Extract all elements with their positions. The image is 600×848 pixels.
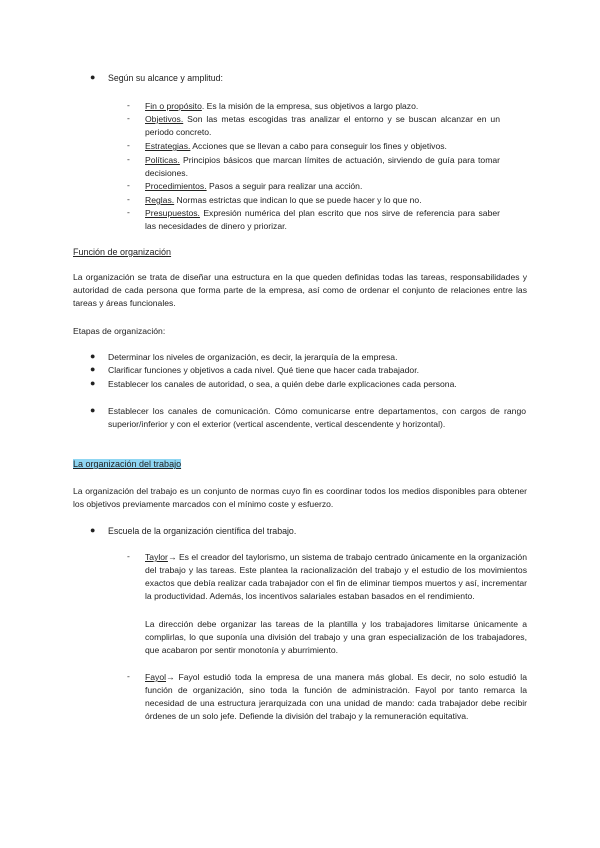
dash-marker: - (127, 100, 130, 110)
trabajo-heading-text: La organización del trabajo (73, 459, 182, 469)
alcance-intro: Según su alcance y amplitud: (108, 73, 223, 83)
item-term: Presupuestos. (145, 208, 200, 218)
trabajo-paragraph: La organización del trabajo es un conjunto de normas cuyo fin es coordinar todos los medios disponibles para obtener los objetivos previamente marcados con el mínimo coste y esfuerzo. (73, 486, 527, 509)
escuela-item: Escuela de la organización científica del trabajo. (108, 526, 297, 536)
dash-marker: - (127, 113, 130, 123)
arrow: → (167, 552, 177, 562)
item-term: Políticas. (145, 155, 180, 165)
dash-marker: - (127, 140, 130, 150)
fayol-item (145, 671, 527, 723)
item-text: Principios básicos que marcan límites de actuación, sirviendo de guía para tomar decisiones. (145, 155, 500, 178)
bullet-dot: ● (90, 378, 96, 388)
item-term: Objetivos. (145, 114, 184, 124)
etapas-intro: Etapas de organización: (73, 326, 166, 336)
funcion-heading (73, 246, 171, 259)
bullet-dot: ● (90, 351, 96, 361)
dash-marker: - (127, 194, 130, 204)
funcion-paragraph: La organización se trata de diseñar una estructura en la que queden definidas todas las tareas, responsabilidades y autoridad de cada persona que forma parte de la empresa, así como de ordenar el conjunto de relaciones entre las tareas y áreas funcionales. (73, 272, 527, 308)
funcion-heading-text: Función de organización (73, 247, 172, 257)
alcance-item (145, 154, 500, 180)
dash-marker: - (127, 207, 130, 217)
alcance-item (145, 180, 500, 193)
trabajo-heading (73, 458, 181, 471)
item-term: Estrategias. (145, 141, 191, 151)
alcance-item (145, 113, 500, 139)
item-term: Fin o propósito (145, 101, 202, 111)
alcance-item (145, 194, 500, 207)
dash-marker: - (127, 180, 130, 190)
item-text: Es la misión de la empresa, sus objetivos a largo plazo. (204, 101, 419, 111)
item-text: Pasos a seguir para realizar una acción. (206, 181, 363, 191)
dash-marker: - (127, 551, 130, 561)
bullet-dot: ● (90, 72, 96, 82)
etapa-item: Clarificar funciones y objetivos a cada nivel. Qué tiene que hacer cada trabajador. (108, 365, 419, 375)
item-text: Expresión numérica del plan escrito que nos sirve de referencia para saber las necesidades de dinero y priorizar. (145, 208, 500, 231)
dash-marker: - (127, 154, 130, 164)
alcance-item (145, 140, 500, 153)
alcance-item (145, 100, 500, 113)
fayol-term: Fayol (145, 672, 167, 682)
taylor-paragraph-2: La dirección debe organizar las tareas de la plantilla y los trabajadores limitarse únicamente a complirlas, lo que suponía una división del trabajo y una gran especialización de los trabajadores, que acabaron por sentir monotonía y aburrimiento. (145, 619, 527, 655)
taylor-text: Es el creador del taylorismo, un sistema de trabajo centrado únicamente en la organización del trabajo y las tareas. Este plantea la racionalización del trabajo y el estudio de los movimientos exactos que debía realizar cada trabajador con el fin de eliminar tiempos muertos y así, incrementar la productividad. Además, los incentivos salariales estaban basados en el rendimiento. (145, 552, 527, 601)
bullet-dot: ● (90, 525, 96, 535)
arrow: → (166, 672, 175, 682)
dash-marker: - (127, 671, 130, 681)
item-text: Normas estrictas que indican lo que se puede hacer y lo que no. (174, 195, 422, 205)
item-sep: . (201, 101, 205, 111)
alcance-item (145, 207, 500, 233)
etapa-item: Determinar los niveles de organización, es decir, la jerarquía de la empresa. (108, 352, 398, 362)
item-term: Reglas. (145, 195, 175, 205)
taylor-term: Taylor (145, 552, 168, 562)
fayol-text: Fayol estudió toda la empresa de una manera más global. Es decir, no solo estudió la función de organización, sino toda la función de administración. Fayol por tanto remarca la necesidad de una estructura jerarquizada con una unidad de mando: cada trabajador debe recibir órdenes de un solo jefe. Defiende la división del trabajo y la remuneración equitativa. (145, 672, 527, 721)
taylor-item (145, 551, 527, 603)
etapa-item: Establecer los canales de autoridad, o sea, a quién debe darle explicaciones cada persona. (108, 379, 457, 389)
etapa-item: Establecer los canales de comunicación. Cómo comunicarse entre departamentos, con cargos de rango superior/inferior y con el exterior (vertical ascendente, vertical descendente y horizontal). (108, 406, 526, 429)
item-text: Acciones que se llevan a cabo para conseguir los fines y objetivos. (190, 141, 447, 151)
item-text: Son las metas escogidas tras analizar el entorno y se buscan alcanzar en un periodo concreto. (145, 114, 500, 137)
item-term: Procedimientos. (145, 181, 207, 191)
bullet-dot: ● (90, 364, 96, 374)
bullet-dot: ● (90, 405, 96, 415)
